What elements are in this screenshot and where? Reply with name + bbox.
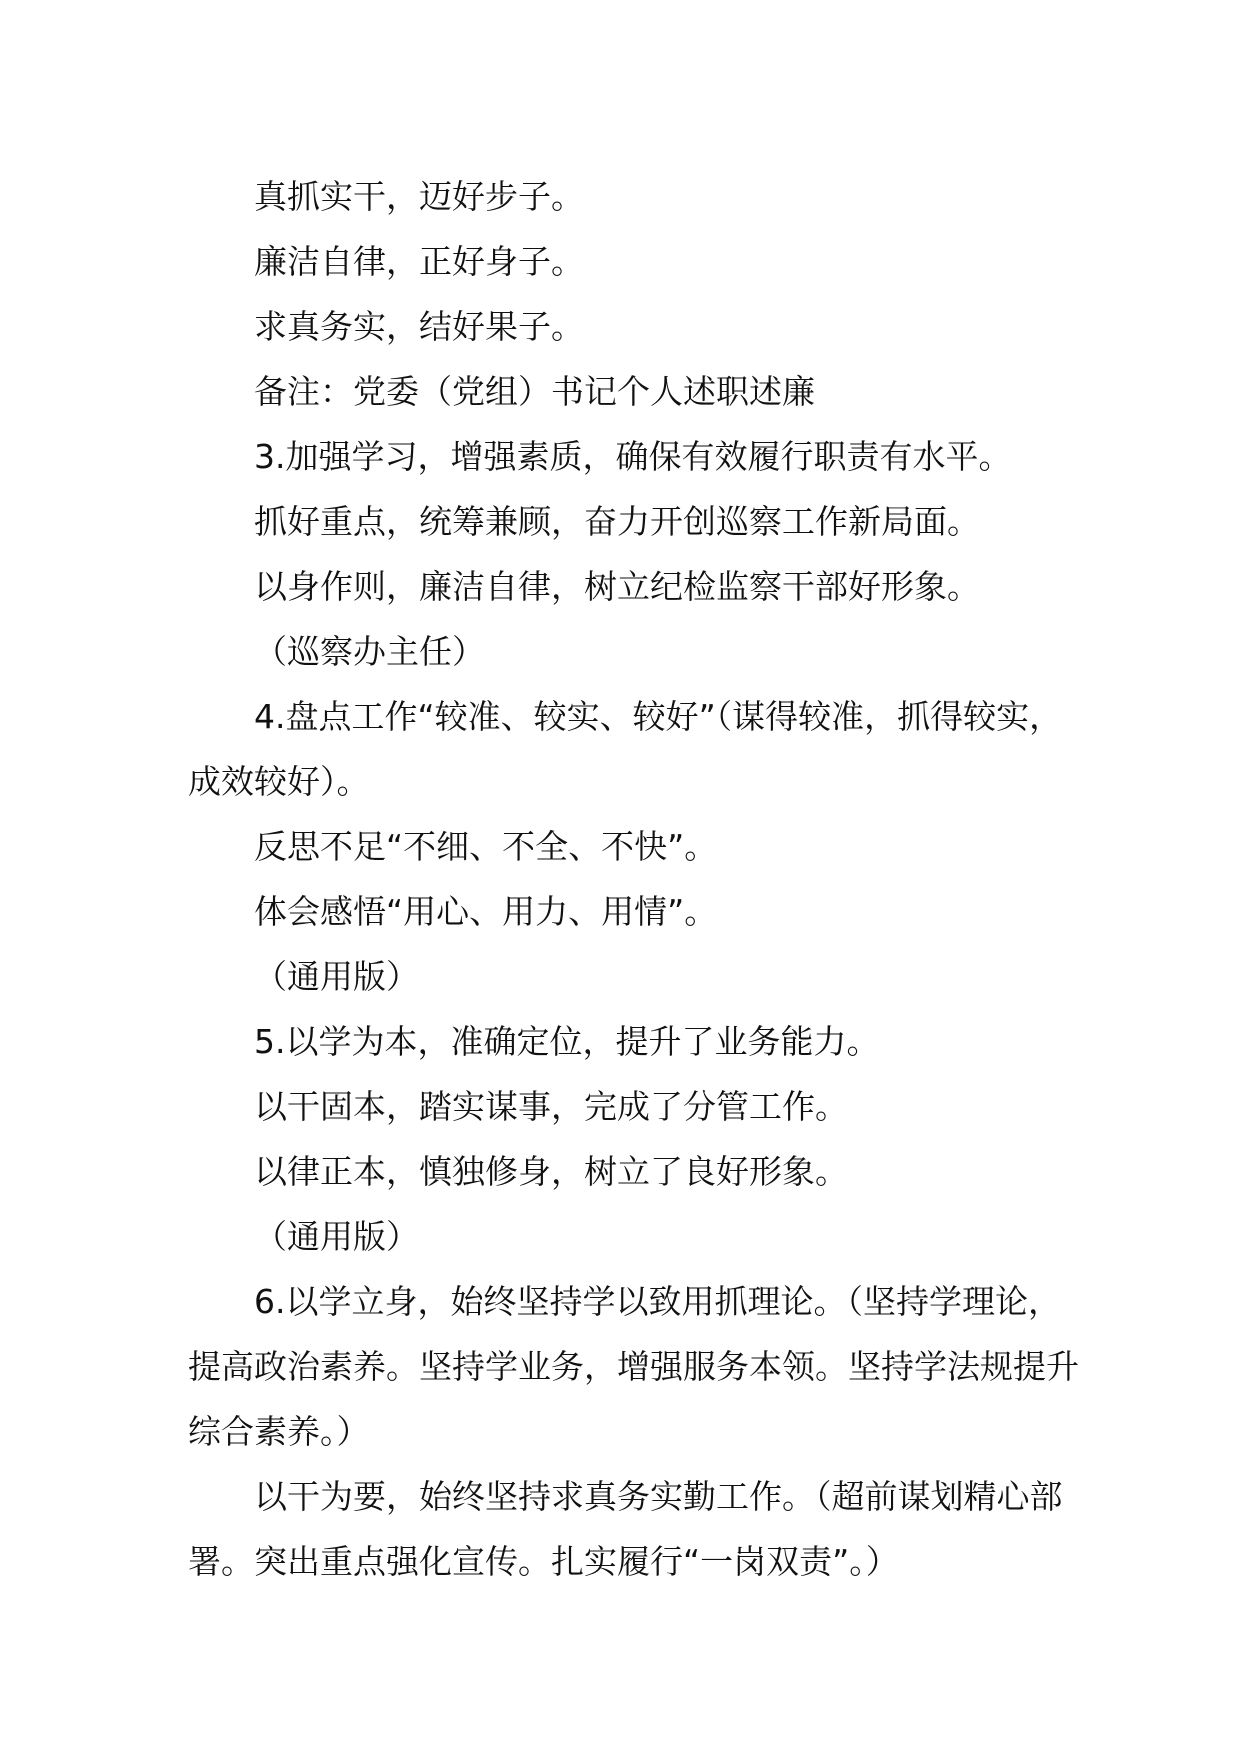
paragraph: 以干固本，踏实谋事，完成了分管工作。 [254, 1087, 848, 1126]
paragraph: 4.盘点工作“较准、较实、较好”（谋得较准，抓得较实，成效较好）。 [188, 697, 1063, 801]
paragraph: （通用版） [254, 957, 419, 996]
paragraph: （巡察办主任） [254, 632, 485, 671]
paragraph: 真抓实干，迈好步子。 [254, 177, 584, 216]
paragraph: 以身作则，廉洁自律，树立纪检监察干部好形象。 [254, 567, 980, 606]
paragraph: 反思不足“不细、不全、不快”。 [254, 827, 718, 866]
paragraph: 以干为要，始终坚持求真务实勤工作。（超前谋划精心部署。突出重点强化宣传。扎实履行“一岗双责”。） [188, 1477, 1063, 1581]
paragraph: 6.以学立身，始终坚持学以致用抓理论。（坚持学理论，提高政治素养。坚持学业务，增强服务本领。坚持学法规提升综合素养。） [188, 1282, 1079, 1451]
paragraph: （通用版） [254, 1217, 419, 1256]
document-body [188, 164, 1088, 1594]
paragraph: 5.以学为本，准确定位，提升了业务能力。 [254, 1022, 880, 1061]
paragraph: 求真务实，结好果子。 [254, 307, 584, 346]
paragraph: 抓好重点，统筹兼顾，奋力开创巡察工作新局面。 [254, 502, 980, 541]
paragraph: 以律正本，慎独修身，树立了良好形象。 [254, 1152, 848, 1191]
paragraph: 3.加强学习，增强素质，确保有效履行职责有水平。 [254, 437, 1012, 476]
paragraph: 廉洁自律，正好身子。 [254, 242, 584, 281]
paragraph: 体会感悟“用心、用力、用情”。 [254, 892, 718, 931]
paragraph: 备注：党委（党组）书记个人述职述廉 [254, 372, 815, 411]
